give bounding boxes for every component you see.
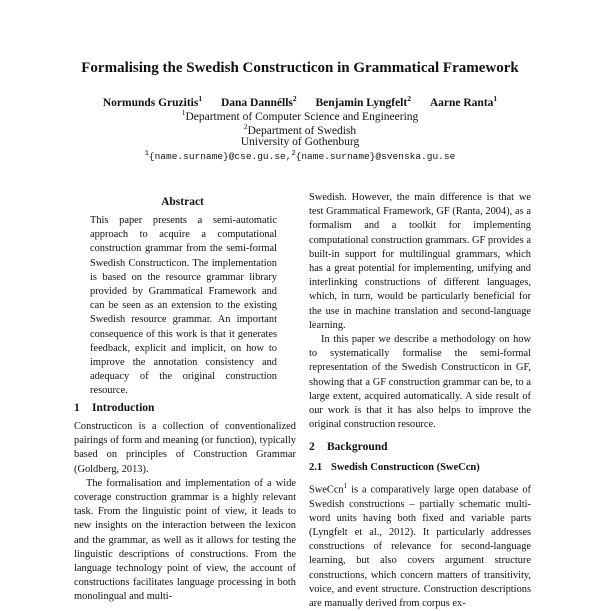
- author-list: [0, 94, 600, 109]
- right-column-body: [309, 191, 531, 432]
- author: Aarne Ranta$^1$: [429, 94, 498, 109]
- section-heading-background: 2 Background: [309, 441, 388, 453]
- paragraph: The formalisation and implementation of a wide coverage construction grammar is a highly relevant task. From the linguistic point of view, it leads to new insights on the interaction between the lexicon and the grammar, as well as it allows for testing the linguistic descriptions of constructions. From the language technology point of view, the account of constructions facilitates language processing in both monolingual and multi-: [74, 477, 296, 603]
- author: Benjamin Lyngfelt$^2$: [315, 94, 411, 109]
- abstract-text: This paper presents a semi-automatic approach to acquire a computational construction grammar from the semi-formal Swedish Constructicon. The implementation is based on the resource grammar library provided by Grammatical Framework and can be seen as an extension to the existing Swedish resource grammar. An important consequence of this work is that it generates feedback, explicit and implicit, on how to improve the annotation consistency and adequacy of the original construction resource.: [90, 215, 277, 397]
- paragraph: In this paper we describe a methodology on how to systematically formalise the semi-formal representation of the Swedish Constructicon in GF, showing that a GF construction grammar can be, to a large extent, acquired automatically. A side result of our work is that it has also helps to improve the original construction resource.: [309, 334, 531, 431]
- paper-title: Formalising the Swedish Constructicon in Grammatical Framework: [81, 60, 519, 76]
- affiliation-1: $^1$Department of Computer Science and Engineering: [181, 108, 419, 123]
- author: Normunds Gruzitis$^1$: [102, 94, 203, 109]
- university: University of Gothenburg: [240, 136, 360, 148]
- section-heading-introduction: 1 Introduction: [74, 402, 155, 414]
- background-body: [309, 479, 531, 611]
- abstract-heading: Abstract: [161, 196, 204, 208]
- author: Dana Dannélls$^2$: [220, 94, 297, 109]
- subsection-heading-swecc: 2.1 Swedish Constructicon (SweCcn): [309, 462, 480, 473]
- paragraph: SweCcn$^1$ is a comparatively large open database of Swedish constructions – partially schematic multi-word units having both fixed and variable parts (Lyngfelt et al., 2012). It particularly addresses constructions of relevance for second-language learning, but also covers argument structure constructions, which concern matters of transitivity, voice, and event structure. Construction descriptions are manually derived from corpus ex-: [309, 482, 531, 610]
- author-emails: $^1${name.surname}@cse.gu.se,$^2${name.surname}@svenska.gu.se: [144, 150, 456, 163]
- paragraph: Constructicon is a collection of conventionalized pairings of form and meaning (or function), typically based on principles of Construction Grammar (Goldberg, 2013).: [74, 421, 296, 475]
- paragraph: Swedish. However, the main difference is that we test Grammatical Framework, GF (Ranta, 2004), as a formalism and a toolkit for implementing computational construction grammars. GF provides a built-in support for multilingual grammars, which has a great potential for implementing, unifying and interlinking constructions of different languages, which, in turn, would be particularly beneficial for the use in machine translation and second-language learning.: [309, 192, 531, 331]
- affiliation-2: $^2$Department of Swedish: [243, 122, 357, 137]
- introduction-body: [74, 420, 296, 605]
